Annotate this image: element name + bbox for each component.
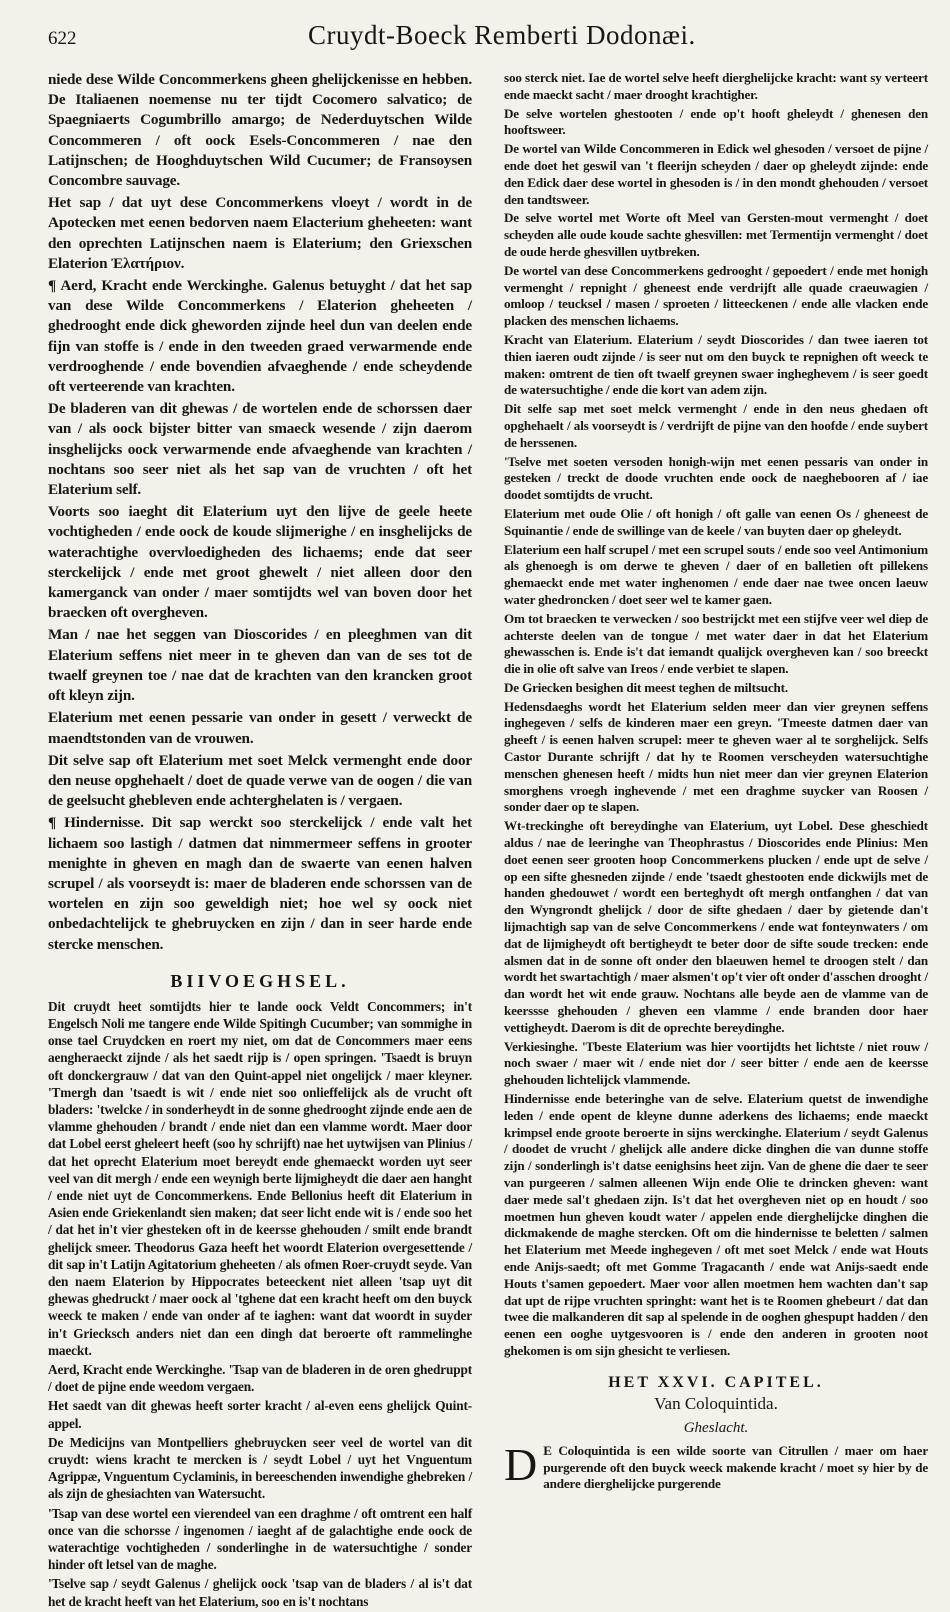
paragraph: 'Tselve met soeten versoden honigh-wijn met eenen pessaris van onder in gesteken / treckt de doode vruchten ende oock de naeghebooren af / iae doodet somtijdts de vrucht. bbox=[504, 453, 928, 503]
paragraph: Elaterium een half scrupel / met een scrupel souts / ende soo veel Antimonium als ghenoegh is om derwe te gheven / daer of en balletien oft pillekens ghemaeckt ende met water inghenomen / ende daer nae twee oncen laeuw water ghedroncken / doet seer wel te kamer gaen. bbox=[504, 541, 928, 607]
paragraph: De selve wortel met Worte oft Meel van Gersten-mout vermenght / doet scheyden alle oude koude sachte ghesvillen: met Termentijn vermenght / doet de oude herde ghesvillen uytbreken. bbox=[504, 210, 928, 259]
paragraph: De Griecken besighen dit meest teghen de miltsucht. bbox=[504, 679, 789, 695]
paragraph: Kracht van Elaterium. Elaterium / seydt Dioscorides / dan twee iaeren tot thien iaeren oudt zijnde / is seer nut om den buyck te repnighen oft weeck te maken: omtrent de tien oft twaelf greynen swaer ingheghevem / is seer goedt de watersuchtighe / ende die kort van adem zijn. bbox=[504, 331, 928, 398]
paragraph: Elaterium met eenen pessarie van onder in gesett / verweckt de maendtstonden van de vrouwen. bbox=[48, 709, 472, 747]
paragraph: Aerd, Kracht ende Werckinghe. 'Tsap van de bladeren in de oren ghedruppt / doet de pijne ende weedom vergaen. bbox=[48, 1362, 472, 1395]
chapter-opening bbox=[504, 1438, 928, 1493]
chapter-section-label: Gheslacht. bbox=[683, 1419, 749, 1436]
paragraph: De Medicijns van Montpelliers ghebruycken seer veel de wortel van dit cruydt: wiens kracht te mercken is / seydt Lobel / uyt het Vnguentum Agrippæ, Vnguentum Cyclaminis, in bereeschenden inwendighe ghebreken / als zijn de ghesiachten van Watersucht. bbox=[48, 1434, 472, 1502]
paragraph: Het saedt van dit ghewas heeft sorter kracht / al-even eens ghelijck Quint-appel. bbox=[48, 1398, 472, 1431]
paragraph: Hindernisse ende beteringhe van de selve. Elaterium quetst de inwendighe leden / ende opent de kleyne dunne aderkens des lichaems; ende maeckt krimpsel ende groote beroerte in sijns werckinghe. Elaterium / seydt Galenus / doodet de vrucht / ghelijck alle andere dicke dinghen die van dunne stoffe zijn / sonderlingh is't datse eenighsins heet zijn. Van de ghene die daer te seer van purgeeren / salmen alleenen Wijn ende Olie te drincken gheven: want daer mede sal't ghedaen zijn. Is't dat het overgheven niet op en houdt / soo moetmen hun gheven koudt water / appelen ende dierghelijcke dinghen die dickmakende de maghe stercken. Oft om die hindernisse te beletten / salmen het Elaterium met Meede inghegeven / oft met soet Melck / ende wat Houts ende Anijs-saedt; oft met Gomme Tragacanth / ende wat Anijs-saedt ende Houts t'samen gepoedert. Maer voor allen moetmen hem wachten dan't sap dat upt de rijpe vruchten springht: want het is te Roomen ghebeurt / dat dan twee die malkanderen dit sap al spelende in de ooghen ghespupt hadden / den eenen een ooghe uytgesvooren is / ende den anderen in grooten noot ghekomen is om sijn ghesicht te verliesen. bbox=[504, 1091, 928, 1358]
page-number: 622 bbox=[48, 28, 77, 49]
drop-cap: D bbox=[504, 1438, 538, 1490]
section-heading: BIIVOEGHSEL. bbox=[170, 970, 350, 991]
chapter-heading: HET XXVI. CAPITEL. bbox=[608, 1373, 824, 1391]
running-header bbox=[48, 20, 928, 62]
paragraph: 'Tselve sap / seydt Galenus / ghelijck oock 'tsap van de bladers / al is't dat het de kracht heeft van het Elaterium, soo en is't nochtans bbox=[48, 1576, 472, 1609]
paragraph: Man / nae het seggen van Dioscorides / en pleeghmen van dit Elaterium seffens niet meer in te gheven dan van de ses tot de twaelf greynen toe / nae dat de krachten van den krancken groot oft kleyn zijn. bbox=[48, 626, 472, 705]
paragraph: De wortel van Wilde Concommeren in Edick wel ghesoden / versoet de pijne / ende doet het geswil van 't fleerijn scheyden / daer op gheleydt zijnde: ende den Edick daer dese wortel in ghesoden is / in den mondt ghehouden / versoet den tandtsweer. bbox=[504, 141, 928, 207]
paragraph: Dit cruydt heet somtijdts hier te lande oock Veldt Concommers; in't Engelsch Noli me tangere ende Wilde Spitingh Cucumber; van sommighe in onse tael Cruydcken en roert my niet, om dat de Concommers maer eens aengheraeckt zijnde / als het saedt rijp is / open springen. 'Tsaedt is bruyn oft donckergrauw / dat van den Quint-appel niet ongelijck / maer kleyner. 'Tmergh dan 'tsaedt is wit / ende niet soo onlieffelijck als de vrucht oft bladers: 'twelcke / in sonderheydt in de sonne ghedrooght zijnde ende aen de vlamme ghehouden / brandt / ende niet dan een vlamme wordt. Maer door dat Lobel eerst gheleert heeft (soo hy schrijft) nae het uytwijsen van Plinius / dat het oprecht Elaterium moet bereydt ende ghemaeckt worden uyt seer veel van dit mergh / ende een weynigh berte lijmigheydt die daer aen hanght / ende niet uyt de Concommerkens. Ende Bellonius heeft dit Elaterium in Asien ende Griekenlandt sien maken; dat seer licht ende wit is / ende soo het / dat het in't vier ghesteken oft in de keersse ghehouden / smilt ende brandt ghelijck smeer. Theodorus Gaza heeft het woordt Elaterion overgesettende / dit sap in't Latijn Agitatorium gheheeten / als ofmen Roer-cruydt seyde. Van den naem Elaterion by Hippocrates beteeckent niet alleen 'tsap uyt dit ghewas ghedruckt / maer oock al 'tghene dat een kracht heeft om den buyck weeck te maken / ende van onder af te iaghen: want dat woordt in suyder in't Griecksch anders niet dan een dingh dat beroerte oft rammelinghe maeckt. bbox=[48, 998, 472, 1358]
paragraph: ¶ Aerd, Kracht ende Werckinghe. Galenus betuyght / dat het sap van dese Wilde Concommerkens / Elaterion gheheeten / ghedrooght ende dick gheworden zijnde heel dun van deelen ende fijn van stoffe is / ende in den tweeden graed verwarmende ende verdrooghende / ende bovendien afvaeghende / ende scheydende oft verteerende van krachten. bbox=[48, 277, 472, 396]
paragraph: De selve wortelen ghestooten / ende op't hooft gheleydt / ghenesen den hooftsweer. bbox=[504, 105, 928, 138]
paragraph: Hedensdaeghs wordt het Elaterium selden meer dan vier greynen seffens inghegeven / selfs de kinderen maer een greyn. 'Tmeeste datmen daer van gheeft / is eenen halven scrupel: meer te gheven waer al te sorghelijck. Selfs Castor Durante schrijft / dat hy te Roomen verscheyden watersuchtighe menschen ghenesen heeft / midts hun niet meer dan vier greynen Elaterion smorghens vroegh inghevende / met een draghme suycker van Roosen / sonder daer op te slapen. bbox=[504, 698, 928, 815]
paragraph: ¶ Hindernisse. Dit sap werckt soo sterckelijck / ende valt het lichaem soo lastigh / datmen dat nimmermeer seffens in grooter menighte in gheven en magh dan de swaerte van eenen halven scrupel / als voorseydt is: maer de bladeren ende schorssen van de wortelen en zijn soo geweldigh niet; hoe wel sy oock niet onbedachtelijck te ghebruycken en zijn / dan in seer harde ende stercke menschen. bbox=[48, 814, 472, 953]
paragraph: 'Tsap van dese wortel een vierendeel van een draghme / oft omtrent een half once van die schorsse / ingenomen / iaeght af de galachtighe ende oock de waterachtige vochtigheden / sonderlinghe in de watersuchtighe / sonder hinder oft letsel van de maghe. bbox=[48, 1505, 472, 1573]
running-title: Cruydt-Boeck Remberti Dodonæi. bbox=[308, 20, 696, 50]
paragraph: Dit selve sap oft Elaterium met soet Melck vermenght ende door den neuse opghehaelt / doet de quade verwe van de oogen / die van de geelsucht ghebleven ende achterghelaten is / vergaen. bbox=[48, 751, 472, 810]
paragraph: Wt-treckinghe oft bereydinghe van Elaterium, uyt Lobel. Dese gheschiedt aldus / nae de leeringhe van Theophrastus / Dioscorides ende Plinius: Men doet eenen seer grooten hoop Concommerkens plucken / ende upt de selve / op een sifte ghesneden zijnde / ende 'tsaedt ghestooten ende dickwijls met de handen ghedouwet / wordt een berteghydt oft mergh ontfanghen / dat van den Wyngrondt ghelijck / door de sifte ghedaen / daer by gietende dan't lijmachtigh sap van de selve Concommerkens / ende wat fonteynwaters / om dat de lijmigheydt oft bertigheydt te beter door de sifte soude trecken: ende alsmen dat in de sonne oft onder den blaeuwen hemel te droogen stelt / dan wordt het swartachtigh / maer alsmen't op't vier oft onder d'asschen drooght / dan wordt het wit ende grauw. Nochtans alle beyde aen de vlamme van de keerssse ghehouden / gheven een vlamme / ende branden door haer vettigheydt. Daerom is dit de oprechte bereydinghe. bbox=[504, 818, 928, 1035]
paragraph: Elaterium met oude Olie / oft honigh / oft galle van eenen Os / gheneest de Squinantie / ende de swillinge van de keele / van buyten daer op gheleydt. bbox=[504, 505, 928, 538]
paragraph: E Coloquintida is een wilde soorte van Citrullen / maer om haer purgerende oft den buyck weeck makende kracht / moet sy hier by de andere dierghelijcke purgerende bbox=[543, 1442, 928, 1492]
right-column bbox=[504, 70, 928, 1612]
paragraph: Voorts soo iaeght dit Elaterium uyt den lijve de geele heete vochtigheden / ende oock de koude slijmerighe / en insghelijcks de waterachtighe overvloedigheden des lichaems; ende dat seer sterckelijck / ende met groot ghewelt / niet alleen door den kamerganck van onder / maer somtijdts wel van boven door het braecken oft overgheven. bbox=[48, 503, 472, 622]
paragraph: De bladeren van dit ghewas / de wortelen ende de schorssen daer van / als oock bijster bitter van smaeck wesende / zijn daerom insghelijcks oock verwarmende ende afvaeghende van krachten / nochtans soo seer niet als het sap van de vruchten / oft het Elaterium self. bbox=[48, 400, 472, 499]
chapter-subtitle: Van Coloquintida. bbox=[654, 1393, 778, 1413]
two-column-body bbox=[48, 70, 928, 1612]
paragraph: Het sap / dat uyt dese Concommerkens vloeyt / wordt in de Apotecken met eenen bedorven naem Elacterium gheheeten: want den oprechten Latijnschen naem is Elaterium; den Griexschen Elaterion Ἐλατήριον. bbox=[48, 194, 472, 272]
paragraph: Dit selfe sap met soet melck vermenght / ende in den neus ghedaen oft opghehaelt / als voorseydt is / verdrijft de pijne van den hoofde / ende suybert de herssenen. bbox=[504, 401, 928, 450]
paragraph: soo sterck niet. Iae de wortel selve heeft dierghelijcke kracht: want sy verteert ende maeckt sacht / maer drooght krachtigher. bbox=[504, 70, 928, 102]
paragraph: De wortel van dese Concommerkens gedrooght / gepoedert / ende met honigh vermenght / repnight / gheneest ende verdrijft alle quade craeuwagien / omloop / teucksel / masen / sproeten / litteeckenen / ende alle vlacken ende placken des menschen lichaems. bbox=[504, 262, 928, 329]
left-column bbox=[48, 70, 472, 1612]
paragraph: niede dese Wilde Concommerkens gheen ghelijckenisse en hebben. De Italiaenen noemense nu ter tijdt Cocomero salvatico; de Spaegniaerts Cogumbrillo amargo; de Nederduytschen Wilde Concommeren / oft oock Esels-Concommeren / nae den Latijnschen; de Hooghduytschen Wild Cucumer; de Fransoysen Concombre sauvage. bbox=[48, 71, 472, 190]
paragraph: Verkiesinghe. 'Tbeste Elaterium was hier voortijdts het lichtste / niet rouw / noch swaer / maer wit / ende niet dor / seer bitter / ende aen de keersse ghehouden lichtelijck vlammende. bbox=[504, 1038, 928, 1088]
paragraph: Om tot braecken te verwecken / soo bestrijckt met een stijfve veer wel diep de achterste deelen van de tongue / met water daer in dat het Elaterium ghewasschen is. Ende is't dat iemandt qualijck overgheven kan / soo breeckt die in olie oft salve van Ireos / ende verbiet te slapen. bbox=[504, 610, 928, 677]
